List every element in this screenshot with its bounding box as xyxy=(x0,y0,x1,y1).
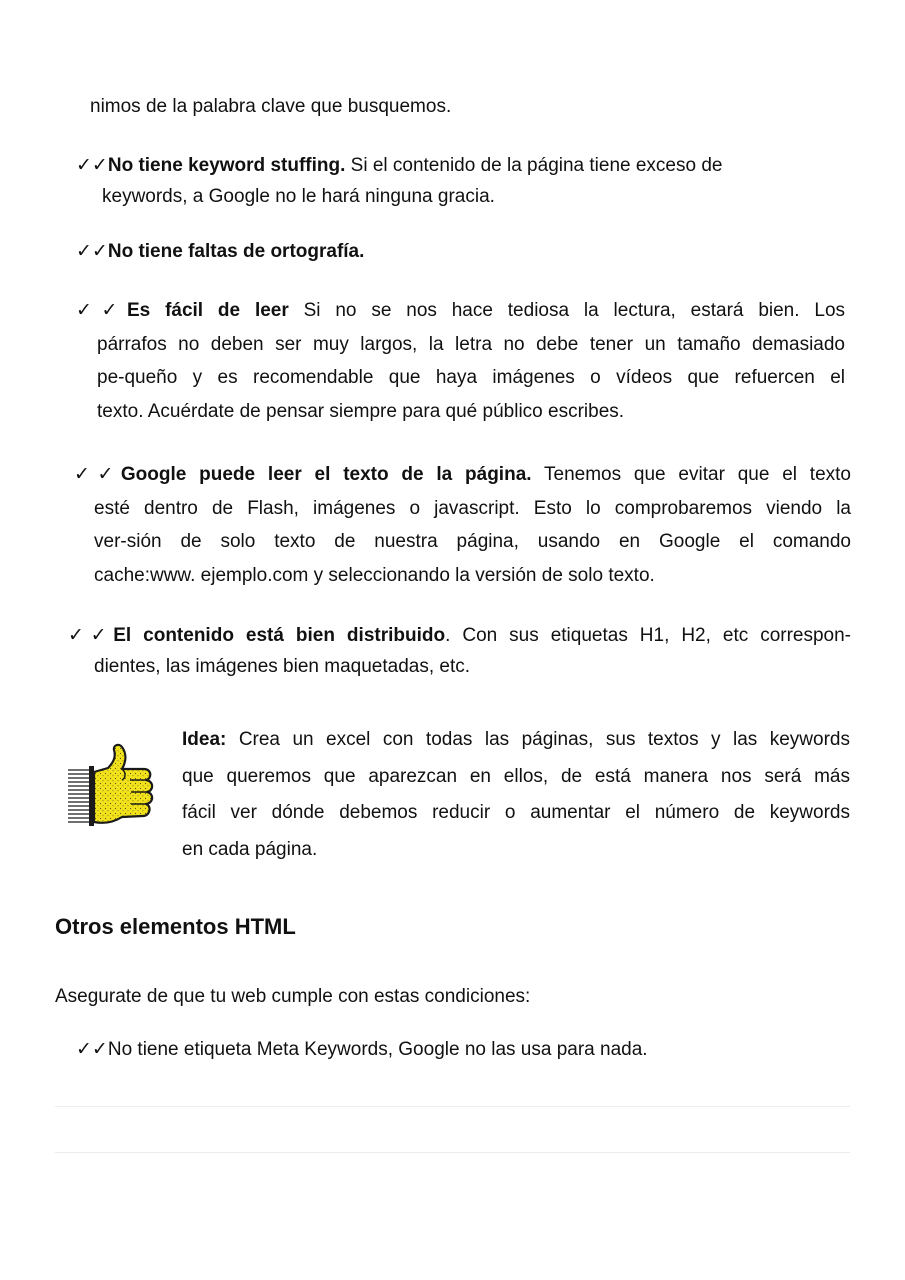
tip-line: que queremos que aparezcan en ellos, de está manera nos será más xyxy=(182,765,850,787)
item-bold: No tiene faltas de ortografía. xyxy=(107,241,365,262)
item-text: párrafos no deben ser muy largos, la letra no debe tener un tamaño demasiado xyxy=(97,333,845,355)
divider xyxy=(55,1152,850,1153)
section-title: Otros elementos HTML xyxy=(55,914,296,939)
item-bold: No tiene keyword stuffing. xyxy=(107,155,346,176)
checklist-item xyxy=(76,294,845,428)
double-check-icon: ✓✓ xyxy=(76,154,108,176)
item-text: Si no se nos hace tediosa la lectura, estará bien. Los xyxy=(303,300,846,321)
checklist-item xyxy=(74,458,851,592)
tip-line: fácil ver dónde debemos reducir o aumentar el número de keywords xyxy=(182,802,850,823)
double-check-icon: ✓✓ xyxy=(68,624,114,646)
item-text: Si el contenido de la página tiene exceso de xyxy=(350,155,723,176)
item-bold: Google puede leer el texto de la página. xyxy=(120,464,532,485)
item-text: Tenemos que evitar que el texto xyxy=(544,464,851,485)
item-text: pe-queño y es recomendable que haya imágenes o vídeos que refuercen el xyxy=(97,367,845,388)
item-text: texto. Acuérdate de pensar siempre para qué público escribes. xyxy=(97,400,625,422)
tip-line: Crea un excel con todas las páginas, sus textos y las keywords xyxy=(238,729,850,750)
double-check-icon: ✓✓ xyxy=(74,463,121,485)
double-check-icon: ✓✓ xyxy=(76,299,127,321)
checklist-item xyxy=(68,620,851,682)
checklist-item xyxy=(76,150,851,212)
item-text: keywords, a Google no le hará ninguna gracia. xyxy=(102,186,495,207)
thumbs-up-icon xyxy=(64,742,162,832)
paragraph-continuation: nimos de la palabra clave que busquemos. xyxy=(90,96,452,117)
item-bold: El contenido está bien distribuido xyxy=(113,625,446,646)
item-text: cache:www. ejemplo.com y seleccionando la versión de solo texto. xyxy=(94,564,655,586)
tip-label: Idea: xyxy=(182,729,227,750)
double-check-icon: ✓✓ xyxy=(76,1038,108,1060)
section-intro: Asegurate de que tu web cumple con estas condiciones: xyxy=(55,986,531,1007)
checklist-item xyxy=(76,1034,648,1065)
divider xyxy=(55,1106,850,1107)
checklist-item xyxy=(76,236,364,267)
tip-text xyxy=(182,722,850,868)
item-text: . Con sus etiquetas H1, H2, etc correspon- xyxy=(445,625,852,646)
item-text: ver-sión de solo texto de nuestra página, usando en Google el comando xyxy=(94,531,851,552)
item-bold: Es fácil de leer xyxy=(126,300,289,321)
double-check-icon: ✓✓ xyxy=(76,240,108,262)
tip-line: en cada página. xyxy=(182,838,318,860)
item-text: No tiene etiqueta Meta Keywords, Google no las usa para nada. xyxy=(107,1039,648,1060)
item-text: esté dentro de Flash, imágenes o javascript. Esto lo comprobaremos viendo la xyxy=(94,497,851,519)
item-text: dientes, las imágenes bien maquetadas, etc. xyxy=(94,656,471,677)
